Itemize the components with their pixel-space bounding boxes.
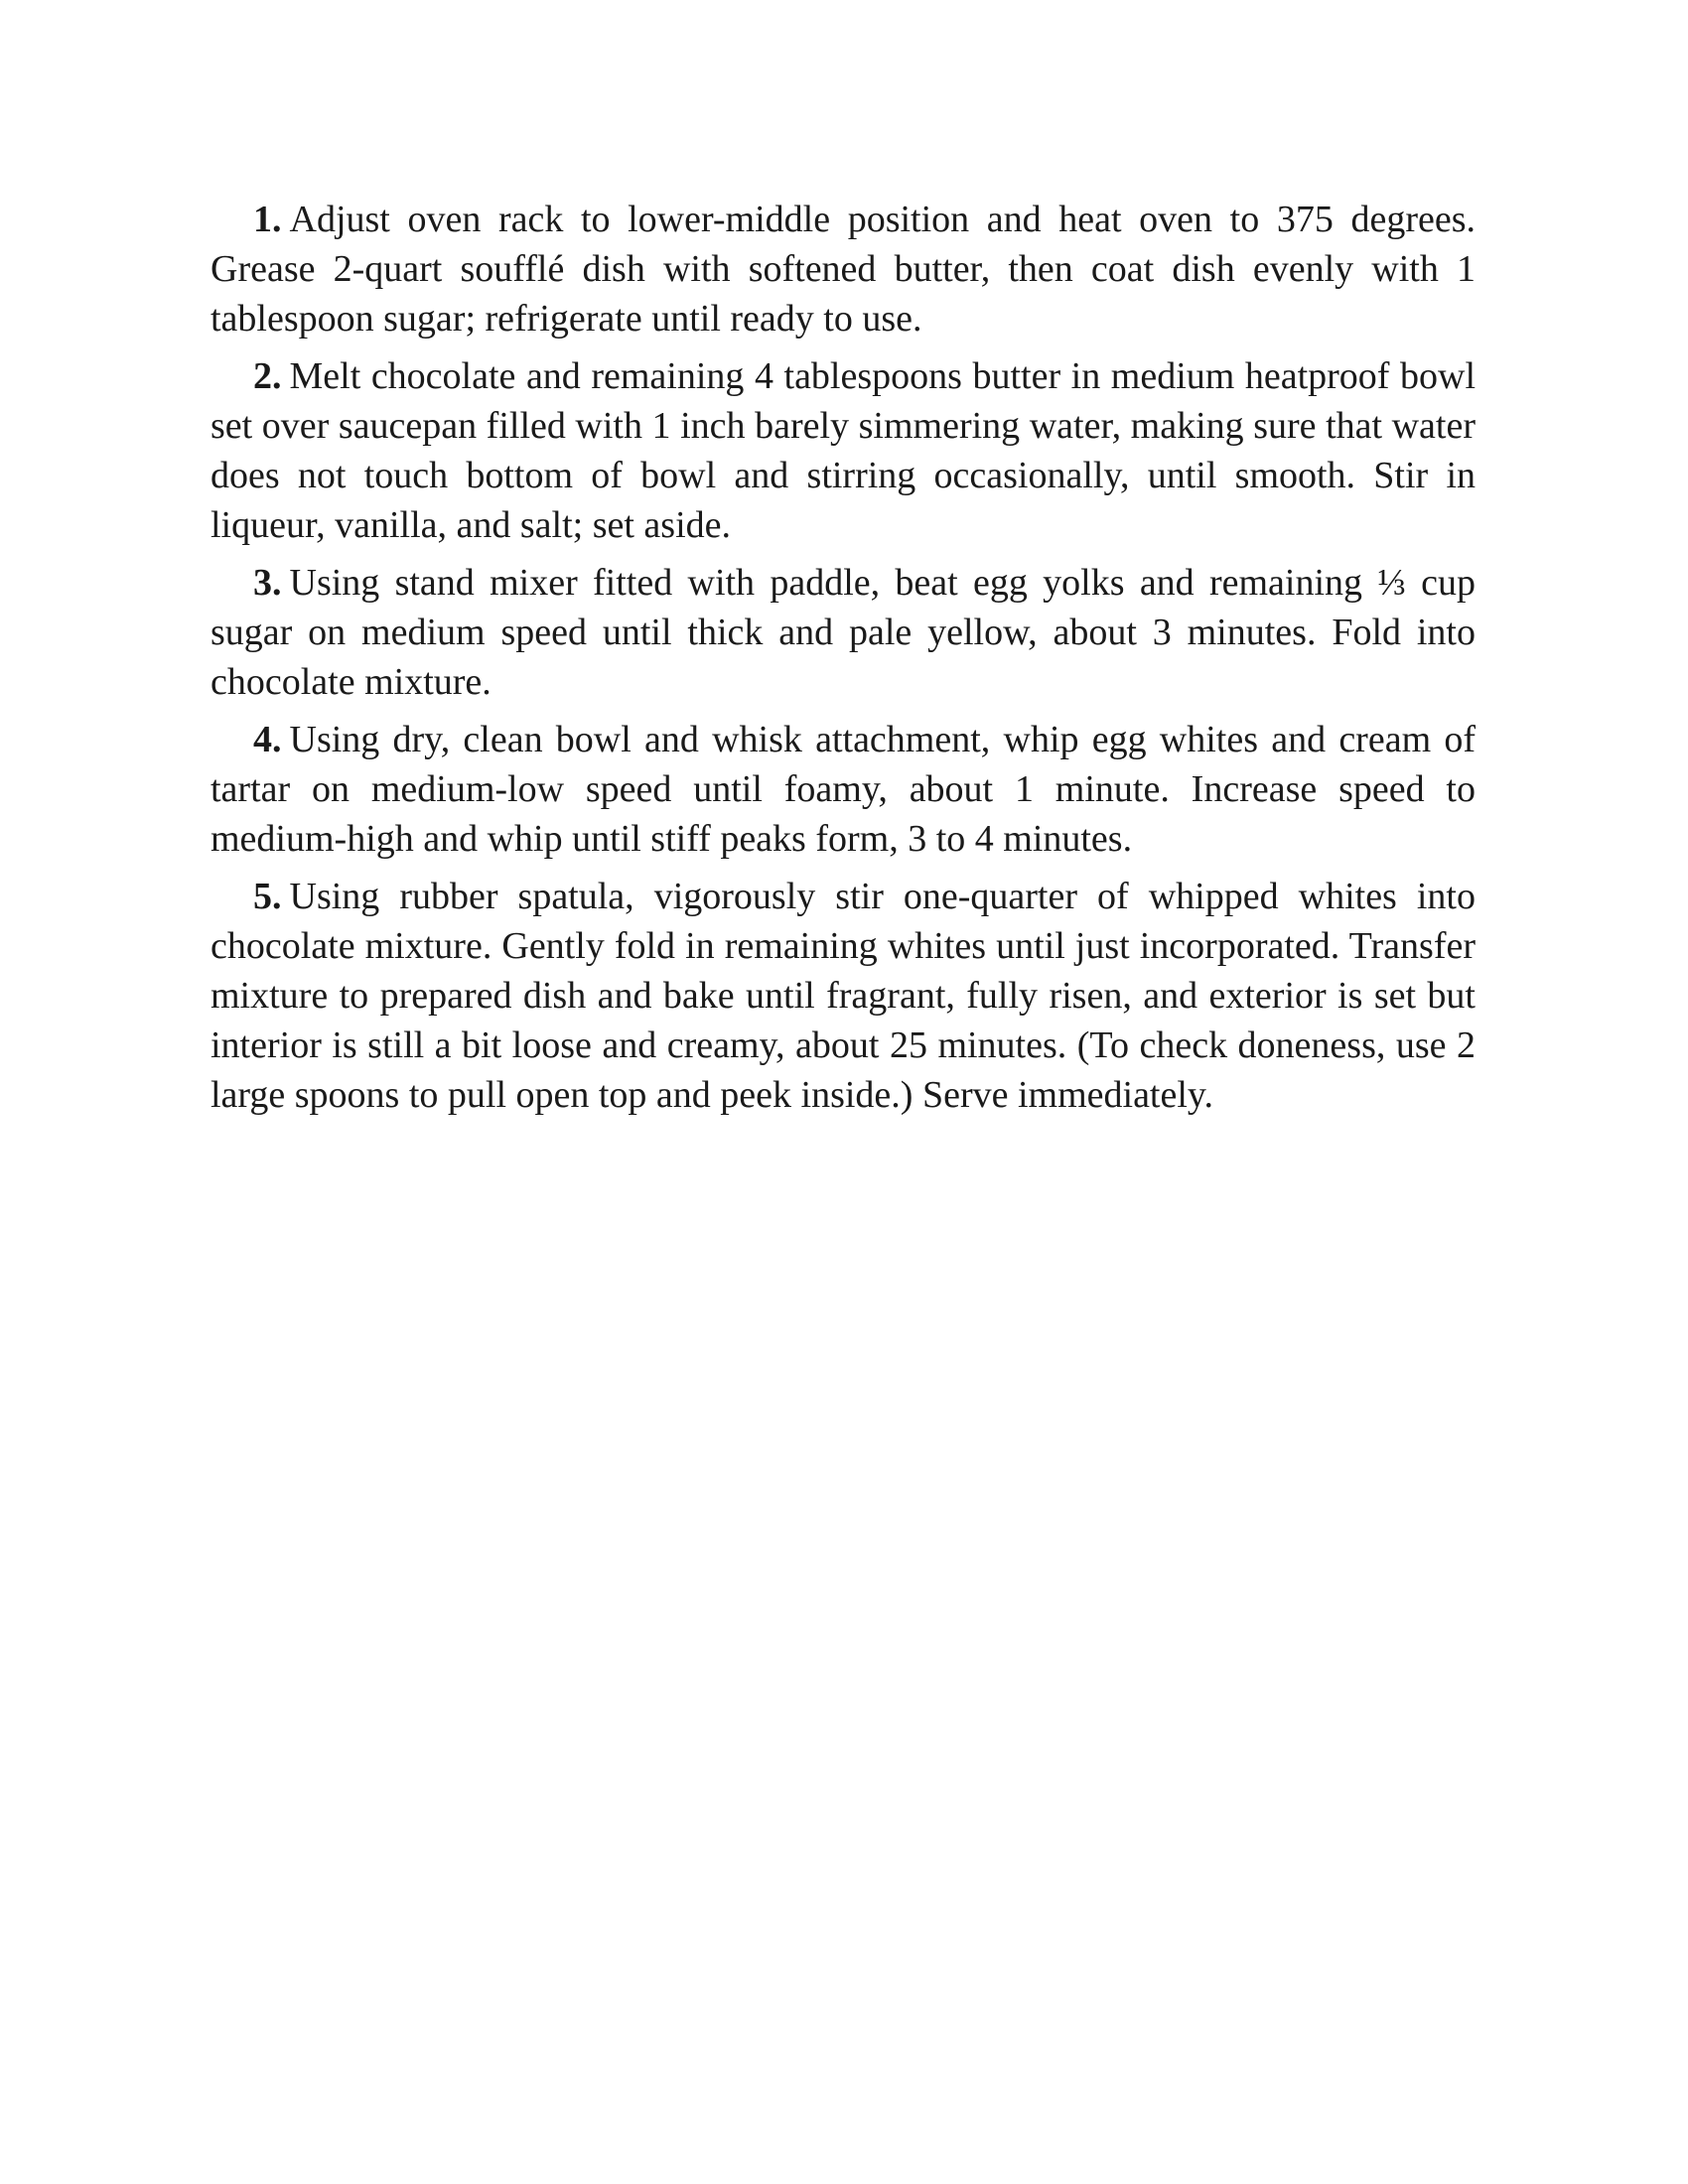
step-number: 1. <box>253 199 282 240</box>
step-number: 4. <box>253 719 282 760</box>
recipe-instructions <box>211 195 1476 1128</box>
step-text: Using stand mixer fitted with paddle, beat egg yolks and remaining ⅓ cup sugar on medium speed until thick and pale yellow, about 3 minutes. Fold into chocolate mixture. <box>211 562 1476 703</box>
step-1 <box>211 195 1476 343</box>
step-text: Using rubber spatula, vigorously stir one-quarter of whipped whites into chocolate mixture. Gently fold in remaining whites until just incorporated. Transfer mixture to prepared dish and bake until fragrant, fully risen, and exterior is set but interior is still a bit loose and creamy, about 25 minutes. (To check doneness, use 2 large spoons to pull open top and peek inside.) Serve immediately. <box>211 876 1476 1116</box>
step-5 <box>211 872 1476 1120</box>
step-text: Adjust oven rack to lower-middle position and heat oven to 375 degrees. Grease 2-quart soufflé dish with softened butter, then coat dish evenly with 1 tablespoon sugar; refrigerate until ready to use. <box>211 199 1476 340</box>
step-text: Using dry, clean bowl and whisk attachment, whip egg whites and cream of tartar on medium-low speed until foamy, about 1 minute. Increase speed to medium-high and whip until stiff peaks form, 3 to 4 minutes. <box>211 719 1476 860</box>
step-text: Melt chocolate and remaining 4 tablespoons butter in medium heatproof bowl set over saucepan filled with 1 inch barely simmering water, making sure that water does not touch bottom of bowl and stirring occasionally, until smooth. Stir in liqueur, vanilla, and salt; set aside. <box>211 355 1476 546</box>
step-number: 5. <box>253 876 282 917</box>
step-2 <box>211 351 1476 550</box>
step-3 <box>211 558 1476 707</box>
step-4 <box>211 715 1476 864</box>
step-number: 3. <box>253 562 282 604</box>
step-number: 2. <box>253 355 282 397</box>
